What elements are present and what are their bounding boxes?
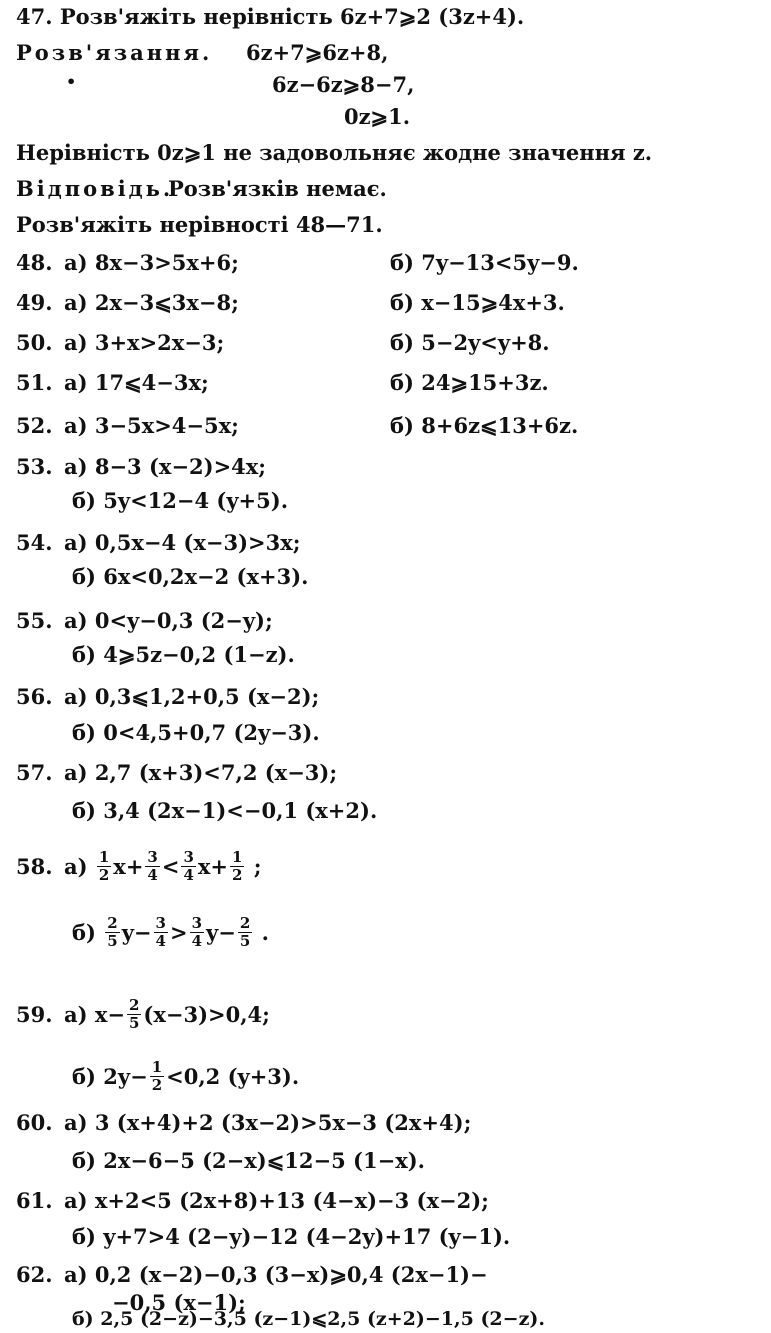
problem-number: 57. bbox=[16, 760, 53, 785]
denominator: 2 bbox=[232, 865, 243, 884]
fraction bbox=[97, 849, 111, 884]
problem-58-a bbox=[16, 842, 262, 890]
problem-number: 53. bbox=[16, 454, 53, 479]
numerator: 3 bbox=[183, 847, 194, 866]
denominator: 4 bbox=[155, 931, 166, 950]
term: x− bbox=[94, 1001, 125, 1027]
part-a: а) 3 (x+4)+2 (3x−2)>5x−3 (2x+4); bbox=[64, 1110, 472, 1135]
problem-54-a bbox=[16, 530, 301, 556]
end-mark: . bbox=[261, 919, 269, 945]
problem-number: 59. bbox=[16, 1001, 53, 1027]
part-b-label: б) bbox=[72, 919, 96, 945]
numerator: 3 bbox=[155, 913, 166, 932]
part-b: б) 8+6z⩽13+6z. bbox=[390, 413, 579, 438]
problem-48 bbox=[16, 250, 579, 276]
numerator: 3 bbox=[147, 847, 158, 866]
part-a: а) 3−5x>4−5x; bbox=[64, 413, 239, 438]
fraction bbox=[238, 915, 252, 950]
problem-56-b: б) 0<4,5+0,7 (2y−3). bbox=[72, 720, 320, 745]
part-a: а) 0,3⩽1,2+0,5 (x−2); bbox=[64, 684, 320, 709]
problem-59-a bbox=[16, 990, 270, 1038]
answer-text: Розв'язків немає. bbox=[168, 176, 387, 201]
problem-number: 52. bbox=[16, 413, 53, 438]
problem-57-a bbox=[16, 760, 337, 786]
problem-62-a-continued: −0,5 (x−1); bbox=[112, 1290, 246, 1315]
relation: < bbox=[161, 853, 180, 879]
fraction bbox=[127, 997, 141, 1032]
problem-number: 58. bbox=[16, 853, 53, 879]
problem-number: 54. bbox=[16, 530, 53, 555]
part-a-line-1: а) 0,2 (x−2)−0,3 (3−x)⩾0,4 (2x−1)− bbox=[64, 1262, 488, 1287]
numerator: 3 bbox=[191, 913, 202, 932]
problem-62-b: б) 2,5 (2−z)−3,5 (z−1)⩽2,5 (z+2)−1,5 (2−z). bbox=[72, 1308, 545, 1330]
solution-step-2: 6z−6z⩾8−7, bbox=[272, 72, 415, 97]
fraction bbox=[145, 849, 159, 884]
part-a-label: а) bbox=[64, 1001, 88, 1027]
problem-55-a bbox=[16, 608, 273, 634]
problem-51 bbox=[16, 370, 549, 396]
problem-52 bbox=[16, 413, 579, 439]
fraction bbox=[150, 1059, 164, 1094]
part-b: б) x−15⩾4x+3. bbox=[390, 290, 565, 315]
relation: > bbox=[169, 919, 188, 945]
part-a: а) 2x−3⩽3x−8; bbox=[64, 290, 239, 315]
solution-step-1: 6z+7⩾6z+8, bbox=[246, 40, 389, 65]
solution-note: Нерівність 0z⩾1 не задовольняє жодне значення z. bbox=[16, 140, 653, 165]
problem-61-a bbox=[16, 1188, 489, 1214]
fraction bbox=[105, 915, 119, 950]
problem-number: 50. bbox=[16, 330, 53, 355]
numerator: 1 bbox=[232, 847, 243, 866]
problem-58-b bbox=[72, 908, 269, 956]
problem-number: 48. bbox=[16, 250, 53, 275]
denominator: 4 bbox=[191, 931, 202, 950]
answer-label: Відповідь. bbox=[16, 176, 174, 201]
denominator: 5 bbox=[239, 931, 251, 950]
denominator: 5 bbox=[107, 931, 118, 950]
denominator: 4 bbox=[147, 865, 158, 884]
numerator: 2 bbox=[107, 913, 118, 932]
denominator: 2 bbox=[151, 1075, 163, 1094]
numerator: 1 bbox=[98, 847, 110, 866]
problem-number: 55. bbox=[16, 608, 53, 633]
problem-60-a bbox=[16, 1110, 471, 1136]
part-b: б) 5−2y<y+8. bbox=[390, 330, 550, 355]
problem-61-b: б) y+7>4 (2−y)−12 (4−2y)+17 (y−1). bbox=[72, 1224, 511, 1249]
part-a: а) 0<y−0,3 (2−y); bbox=[64, 608, 273, 633]
part-a: а) x+2<5 (2x+8)+13 (4−x)−3 (x−2); bbox=[64, 1188, 489, 1213]
problem-60-b: б) 2x−6−5 (2−x)⩽12−5 (1−x). bbox=[72, 1148, 425, 1173]
term: <0,2 (y+3). bbox=[166, 1063, 300, 1089]
problem-50 bbox=[16, 330, 550, 356]
part-a: а) 8x−3>5x+6; bbox=[64, 250, 239, 275]
problem-55-b: б) 4⩾5z−0,2 (1−z). bbox=[72, 642, 295, 667]
fraction bbox=[154, 915, 168, 950]
solution-label: Розв'язання. bbox=[16, 40, 213, 65]
part-a-label: а) bbox=[64, 853, 88, 879]
denominator: 4 bbox=[183, 865, 194, 884]
solution-step-3: 0z⩾1. bbox=[344, 104, 411, 129]
numerator: 2 bbox=[239, 913, 251, 932]
fraction bbox=[230, 849, 244, 884]
fraction bbox=[190, 915, 204, 950]
fraction bbox=[181, 849, 195, 884]
term: x+ bbox=[113, 853, 144, 879]
problem-59-b bbox=[72, 1052, 299, 1100]
problem-number: 49. bbox=[16, 290, 53, 315]
end-mark: ; bbox=[253, 853, 262, 879]
term: y− bbox=[121, 919, 152, 945]
problem-number: 62. bbox=[16, 1262, 53, 1287]
problem-47: 47. Розв'яжіть нерівність 6z+7⩾2 (3z+4). bbox=[16, 4, 525, 29]
problem-53-a bbox=[16, 454, 266, 480]
term: 2y− bbox=[103, 1063, 148, 1089]
problem-54-b: б) 6x<0,2x−2 (x+3). bbox=[72, 564, 309, 589]
part-a: а) 3+x>2x−3; bbox=[64, 330, 225, 355]
problem-57-b: б) 3,4 (2x−1)<−0,1 (x+2). bbox=[72, 798, 378, 823]
task-instruction: Розв'яжіть нерівності 48—71. bbox=[16, 212, 383, 237]
part-a: а) 2,7 (x+3)<7,2 (x−3); bbox=[64, 760, 338, 785]
numerator: 1 bbox=[151, 1057, 163, 1076]
denominator: 2 bbox=[98, 865, 110, 884]
term: x+ bbox=[197, 853, 229, 879]
problem-number: 61. bbox=[16, 1188, 53, 1213]
denominator: 5 bbox=[128, 1013, 140, 1032]
part-a: а) 8−3 (x−2)>4x; bbox=[64, 454, 267, 479]
problem-53-b: б) 5y<12−4 (y+5). bbox=[72, 488, 288, 513]
numerator: 2 bbox=[128, 995, 140, 1014]
part-a: а) 17⩽4−3x; bbox=[64, 370, 209, 395]
problem-49 bbox=[16, 290, 565, 316]
part-b-label: б) bbox=[72, 1063, 96, 1089]
term: (x−3)>0,4; bbox=[143, 1001, 270, 1027]
problem-number: 51. bbox=[16, 370, 53, 395]
term: y− bbox=[206, 919, 236, 945]
part-b: б) 7y−13<5y−9. bbox=[390, 250, 579, 275]
problem-56-a bbox=[16, 684, 319, 710]
problem-number: 60. bbox=[16, 1110, 53, 1135]
part-b: б) 24⩾15+3z. bbox=[390, 370, 549, 395]
problem-62-a bbox=[16, 1262, 488, 1288]
problem-number: 56. bbox=[16, 684, 53, 709]
part-a: а) 0,5x−4 (x−3)>3x; bbox=[64, 530, 301, 555]
ink-dot: • bbox=[66, 72, 77, 91]
